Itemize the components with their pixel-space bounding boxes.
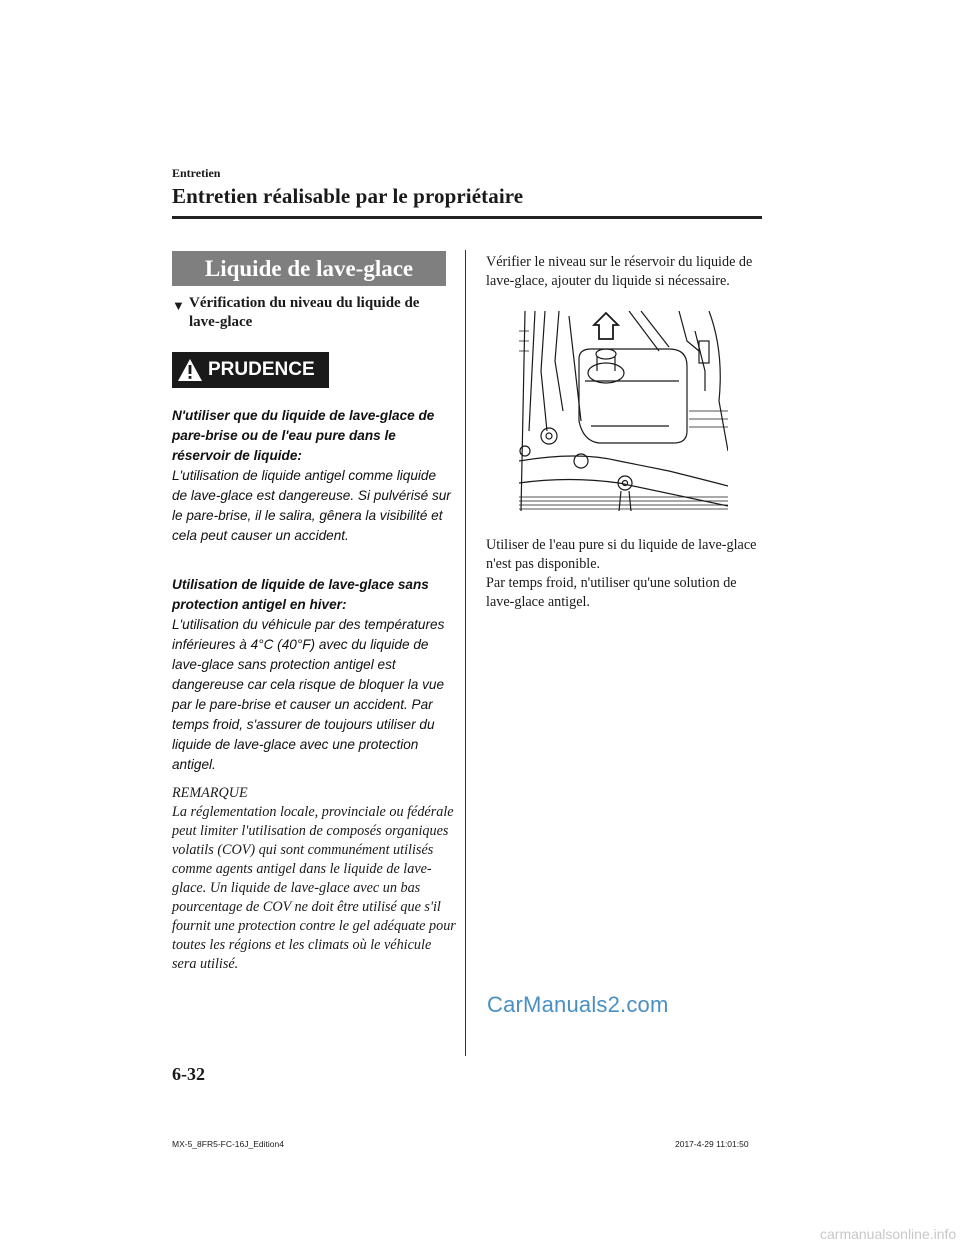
warning-block xyxy=(172,575,454,775)
note-heading: REMARQUE xyxy=(172,785,248,801)
section-label: Entretien xyxy=(172,166,221,180)
warning-block xyxy=(172,406,454,546)
footer-timestamp: 2017-4-29 11:01:50 xyxy=(675,1139,749,1149)
body-text-1: Utiliser de l'eau pure si du liquide de lave-glace n'est pas disponible. xyxy=(486,537,757,572)
note-text: La réglementation locale, provinciale ou fédérale peut limiter l'utilisation de composés organiques volatils (COV) qui sont communément utilisés comme agents antigel dans le liquide de lave-glace. Un liquide de lave-glace avec un bas pourcentage de COV ne doit être utilisé que s'il fournit une protection contre le gel adéquate pour toutes les régions et les climats où le véhicule sera utilisé. xyxy=(172,804,456,972)
warning-text: L'utilisation du véhicule par des températures inférieures à 4°C (40°F) avec du liquide de lave-glace sans protection antigel est dangereuse car cela risque de bloquer la vue par le pare-brise et causer un accident. Par temps froid, s'assurer de toujours utiliser du liquide de lave-glace avec une protection antigel. xyxy=(172,617,445,772)
column-divider xyxy=(465,250,466,1056)
body-text-2: Par temps froid, n'utiliser qu'une solution de lave-glace antigel. xyxy=(486,575,737,610)
bottom-watermark: carmanualsonline.info xyxy=(820,1226,957,1242)
section-heading: Liquide de lave-glace xyxy=(172,251,446,286)
washer-reservoir-illustration xyxy=(519,311,728,511)
warning-triangle-icon xyxy=(177,358,203,382)
intro-paragraph: Vérifier le niveau sur le réservoir du liquide de lave-glace, ajouter du liquide si nécessaire. xyxy=(486,254,753,289)
page-number: 6-32 xyxy=(172,1064,205,1084)
watermark-logo: CarManuals2.com xyxy=(487,992,669,1017)
title-rule xyxy=(172,216,762,219)
warning-title: N'utiliser que du liquide de lave-glace de pare-brise ou de l'eau pure dans le réservoir de liquide: xyxy=(172,408,435,463)
caution-label: PRUDENCE xyxy=(208,359,315,380)
subheading xyxy=(172,294,452,332)
triangle-marker-icon: ▼ xyxy=(172,298,185,313)
note-block xyxy=(172,784,456,974)
footer-document-id: MX-5_8FR5-FC-16J_Edition4 xyxy=(172,1139,284,1149)
warning-text: L'utilisation de liquide antigel comme liquide de lave-glace est dangereuse. Si pulvérisé sur le pare-brise, il le salira, gênera la visibilité et cela peut causer un accident. xyxy=(172,468,451,543)
page-title: Entretien réalisable par le propriétaire xyxy=(172,184,524,208)
subheading-text: Vérification du niveau du liquide de lave-glace xyxy=(189,295,420,330)
caution-badge xyxy=(172,352,329,388)
warning-title: Utilisation de liquide de lave-glace sans protection antigel en hiver: xyxy=(172,577,429,612)
body-paragraph xyxy=(486,536,766,612)
